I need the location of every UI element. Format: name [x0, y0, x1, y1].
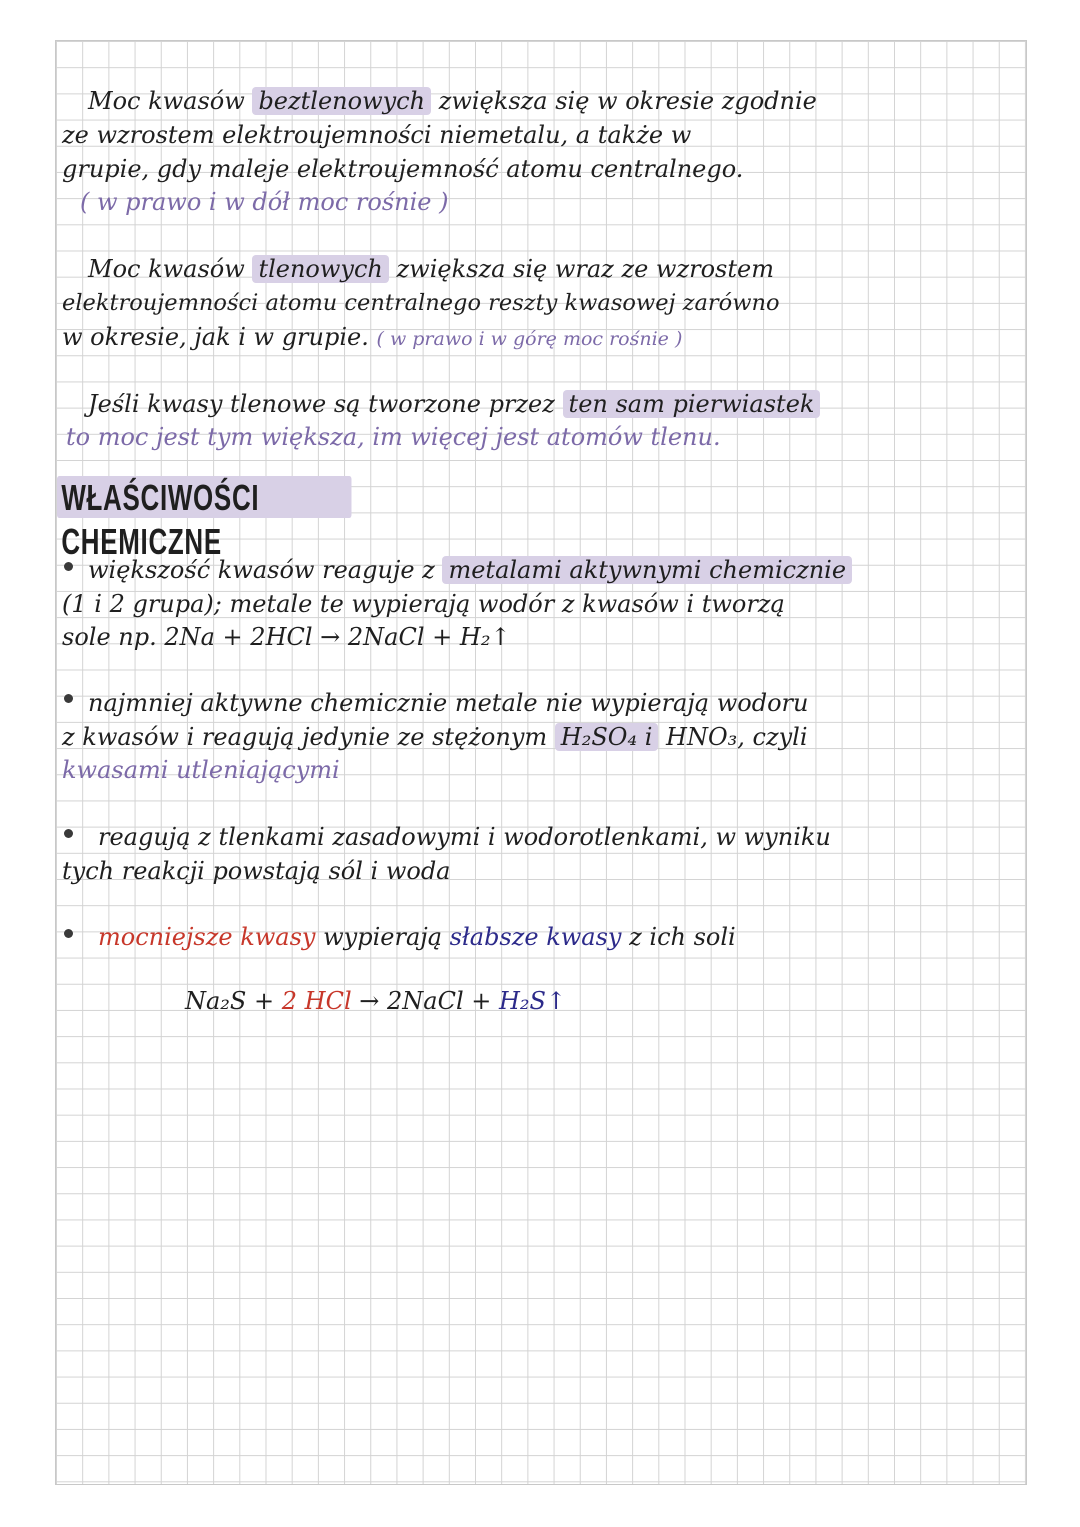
b1-line-2: (1 i 2 grupa); metale te wypierają wodór z kwasów i tworzą [62, 590, 785, 618]
b1-line-1 [88, 555, 852, 585]
bullet-dot [64, 694, 73, 703]
p2-line-1 [88, 254, 774, 284]
p1-line-3: grupie, gdy maleje elektroujemność atomu centralnego. [62, 155, 744, 183]
weaker-acids-text: słabsze kwasy [449, 923, 622, 951]
b3-line-1: reagują z tlenkami zasadowymi i wodorotlenkami, w wyniku [98, 823, 831, 851]
highlight-metalami-aktywnymi: metalami aktywnymi chemicznie [442, 556, 852, 584]
p1-line-2: ze wzrostem elektroujemności niemetalu, a także w [62, 121, 692, 149]
p2-note: ( w prawo i w górę moc rośnie ) [376, 328, 683, 350]
p1-text: Moc kwasów [88, 87, 245, 115]
p2-text: zwiększa się wraz ze wzrostem [396, 255, 774, 283]
p2-text: w okresie, jak i w grupie. [62, 323, 369, 351]
b4-text: z ich soli [629, 923, 736, 951]
equation-part: Na₂S + [185, 987, 275, 1015]
p2-line-2: elektroujemności atomu centralnego reszty kwasowej zarówno [62, 290, 780, 316]
b2-line-1: najmniej aktywne chemicznie metale nie wypierają wodoru [88, 689, 809, 717]
section-heading: WŁAŚCIWOŚCI CHEMICZNE [57, 476, 351, 518]
p1-line-1 [88, 86, 817, 116]
bullet-dot [64, 562, 73, 571]
highlight-h2so4: H₂SO₄ i [555, 723, 659, 751]
example-equation [185, 986, 566, 1016]
highlight-ten-sam-pierwiastek: ten sam pierwiastek [563, 390, 821, 418]
equation-h2s: H₂S↑ [499, 987, 567, 1015]
highlight-tlenowych: tlenowych [252, 255, 388, 283]
equation-hcl: 2 HCl [281, 987, 352, 1015]
b2-line-2 [62, 722, 808, 752]
p3-line-2: to moc jest tym większa, im więcej jest atomów tlenu. [66, 423, 721, 451]
p2-text: Moc kwasów [88, 255, 245, 283]
b2-text: z kwasów i reagują jedynie ze stężonym [62, 723, 548, 751]
p3-text: Jeśli kwasy tlenowe są tworzone przez [88, 390, 555, 418]
stronger-acids-text: mocniejsze kwasy [98, 923, 316, 951]
p1-note: ( w prawo i w dół moc rośnie ) [80, 188, 449, 216]
equation-part: → 2NaCl + [359, 987, 492, 1015]
bullet-dot [64, 829, 73, 838]
p2-line-3 [62, 322, 682, 354]
p3-line-1 [88, 389, 820, 419]
b1-text: większość kwasów reaguje z [88, 556, 435, 584]
bullet-dot [64, 929, 73, 938]
b3-line-2: tych reakcji powstają sól i woda [62, 857, 451, 885]
b4-line [98, 922, 736, 952]
highlight-beztlenowych: beztlenowych [252, 87, 431, 115]
b4-text: wypierają [323, 923, 443, 951]
b1-line-3: sole np. 2Na + 2HCl → 2NaCl + H₂↑ [62, 623, 511, 651]
p1-text: zwiększa się w okresie zgodnie [438, 87, 817, 115]
b2-line-3: kwasami utleniającymi [62, 756, 340, 784]
b2-text: HNO₃, czyli [666, 723, 808, 751]
